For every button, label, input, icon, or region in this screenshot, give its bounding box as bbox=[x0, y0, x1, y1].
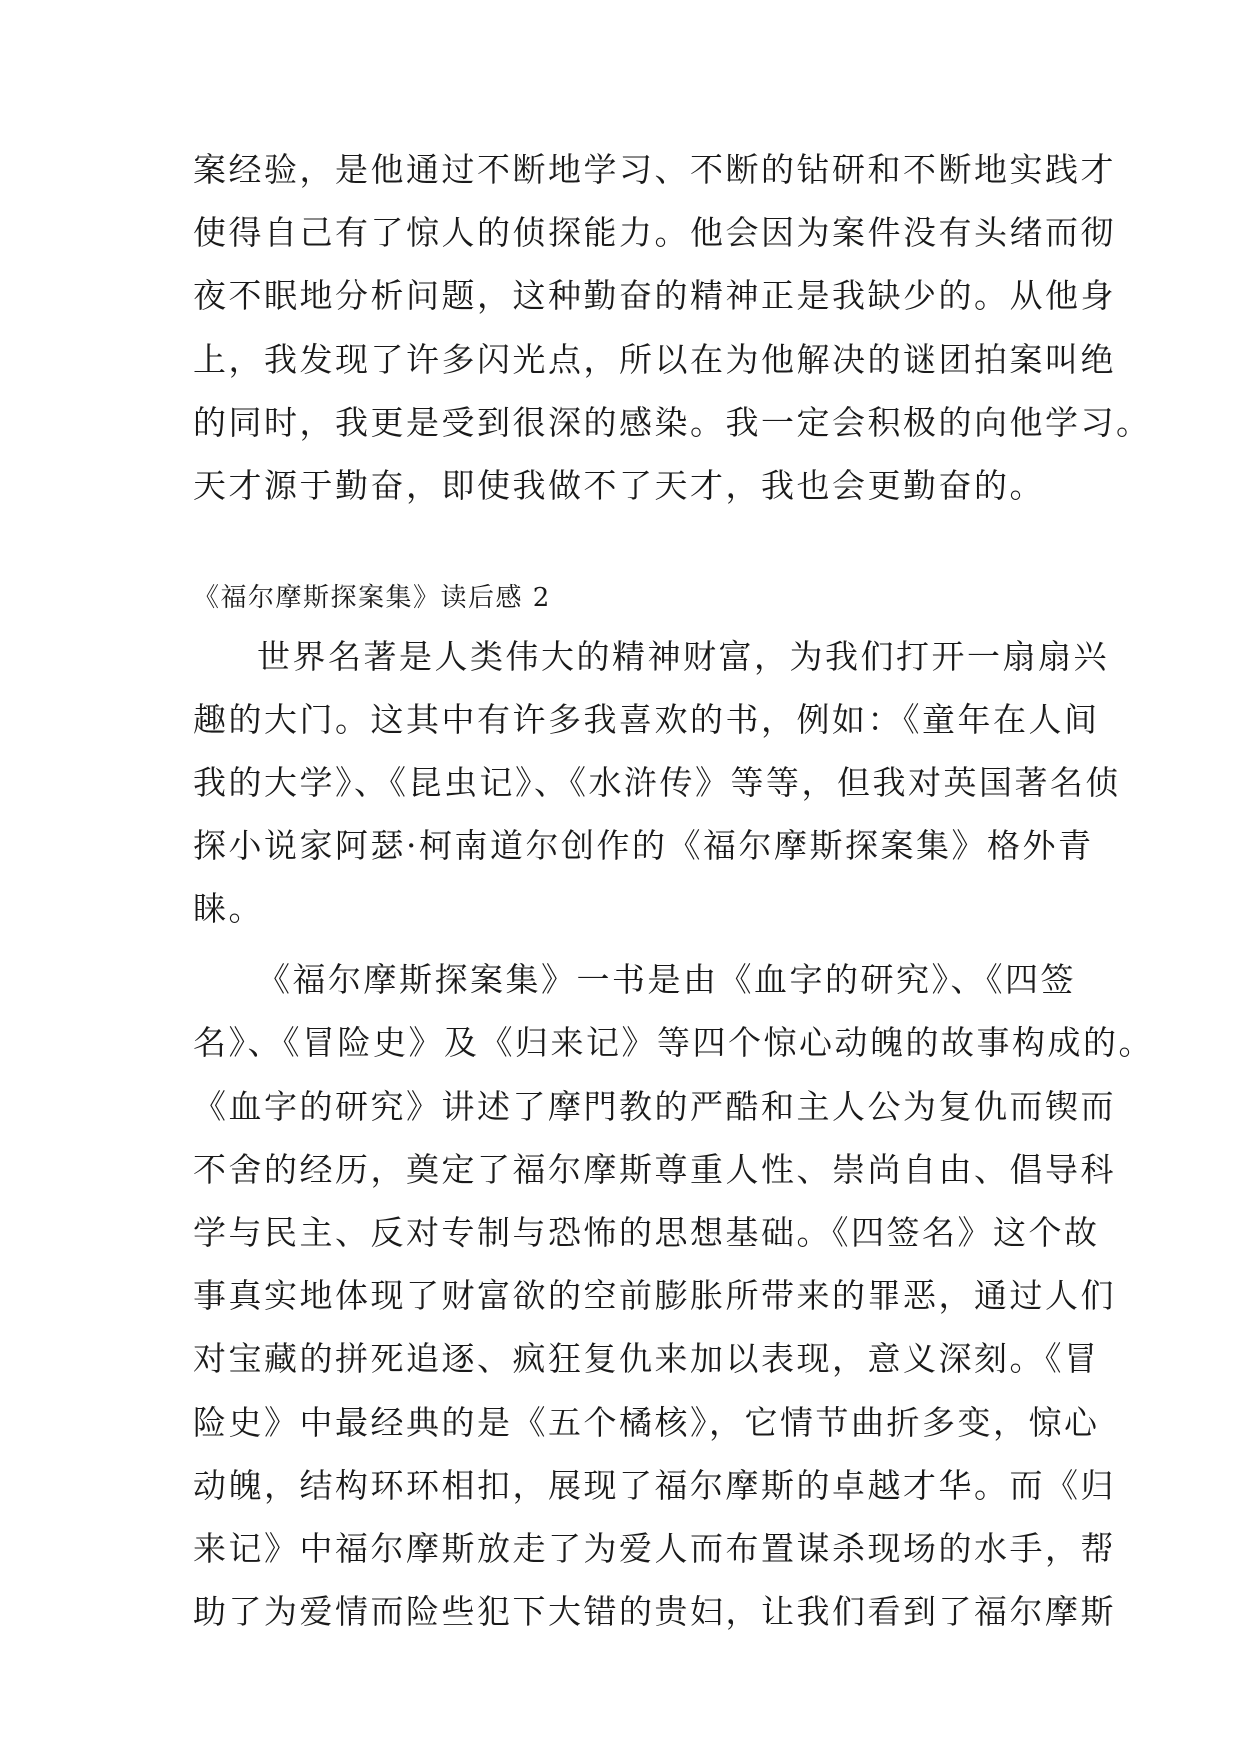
paragraph-3-line: 不舍的经历，奠定了福尔摩斯尊重人性、崇尚自由、倡导科 bbox=[193, 1150, 1116, 1189]
paragraph-3-line: 助了为爱情而险些犯下大错的贵妇，让我们看到了福尔摩斯 bbox=[193, 1592, 1116, 1631]
paragraph-3-line: 事真实地体现了财富欲的空前膨胀所带来的罪恶，通过人们 bbox=[193, 1276, 1116, 1315]
paragraph-2-line: 我的大学》、《昆虫记》、《水浒传》等等，但我对英国著名侦 bbox=[193, 763, 1121, 802]
paragraph-3-line: 险史》中最经典的是《五个橘核》，它情节曲折多变，惊心 bbox=[193, 1403, 1100, 1442]
paragraph-1-line: 使得自己有了惊人的侦探能力。他会因为案件没有头绪而彻 bbox=[193, 213, 1116, 252]
paragraph-2-line: 趣的大门。这其中有许多我喜欢的书，例如：《童年在人间 bbox=[193, 700, 1100, 739]
paragraph-3-line: 《血字的研究》讲述了摩門教的严酷和主人公为复仇而锲而 bbox=[193, 1087, 1116, 1126]
paragraph-2-line: 睐。 bbox=[193, 889, 264, 928]
paragraph-3-line: 《福尔摩斯探案集》一书是由《血字的研究》、《四签 bbox=[257, 960, 1076, 999]
paragraph-1-line: 案经验，是他通过不断地学习、不断的钻研和不断地实践才 bbox=[193, 150, 1116, 189]
paragraph-3-line: 学与民主、反对专制与恐怖的思想基础。《四签名》这个故 bbox=[193, 1213, 1100, 1252]
paragraph-3-line: 对宝藏的拼死追逐、疯狂复仇来加以表现，意义深刻。《冒 bbox=[193, 1339, 1100, 1378]
paragraph-1-line: 天才源于勤奋，即使我做不了天才，我也会更勤奋的。 bbox=[193, 466, 1045, 505]
paragraph-2-line: 探小说家阿瑟·柯南道尔创作的《福尔摩斯探案集》格外青 bbox=[193, 826, 1094, 865]
paragraph-1-line: 上，我发现了许多闪光点，所以在为他解决的谜团拍案叫绝 bbox=[193, 340, 1116, 379]
paragraph-2-line: 世界名著是人类伟大的精神财富，为我们打开一扇扇兴 bbox=[257, 637, 1109, 676]
paragraph-3-line: 名》、《冒险史》及《归来记》等四个惊心动魄的故事构成的。 bbox=[193, 1023, 1154, 1062]
paragraph-3-line: 动魄，结构环环相扣，展现了福尔摩斯的卓越才华。而《归 bbox=[193, 1466, 1116, 1505]
section-title: 《福尔摩斯探案集》读后感 2 bbox=[193, 583, 551, 613]
paragraph-1-line: 夜不眠地分析问题，这种勤奋的精神正是我缺少的。从他身 bbox=[193, 276, 1116, 315]
paragraph-3-line: 来记》中福尔摩斯放走了为爱人而布置谋杀现场的水手，帮 bbox=[193, 1529, 1116, 1568]
paragraph-1-line: 的同时，我更是受到很深的感染。我一定会积极的向他学习。 bbox=[193, 403, 1152, 442]
